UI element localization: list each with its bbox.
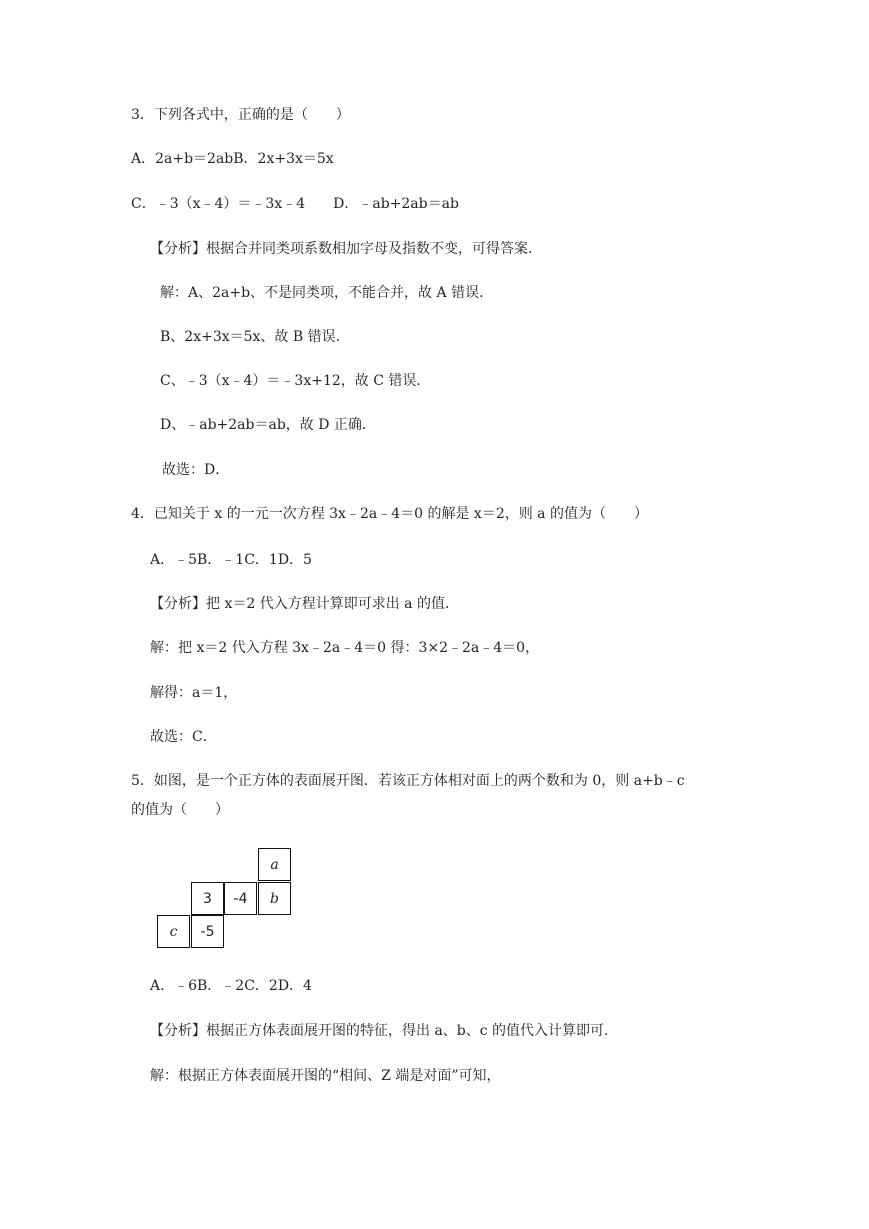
q4-solution-1: 解：把 x＝2 代入方程 3x﹣2a﹣4＝0 得：3×2﹣2a﹣4＝0，: [150, 640, 540, 656]
q3-solution-b: B、2x+3x＝5x、故 B 错误．: [160, 329, 350, 345]
net-cell-c: c: [157, 915, 190, 948]
q3-options-cd: C．﹣3（x﹣4）＝﹣3x﹣4 D．﹣ab+2ab＝ab: [131, 196, 459, 212]
q3-solution-a: 解：A、2a+b、不是同类项，不能合并，故 A 错误．: [160, 285, 494, 301]
q3-options-ab: A．2a+b＝2abB．2x+3x＝5x: [131, 151, 334, 167]
net-cell-a: a: [258, 848, 291, 881]
q5-stem-line-2: 的值为（ ）: [131, 802, 229, 818]
q5-analysis: 【分析】根据正方体表面展开图的特征，得出 a、b、c 的值代入计算即可．: [150, 1023, 619, 1039]
q4-analysis: 【分析】把 x＝2 代入方程计算即可求出 a 的值．: [150, 596, 459, 612]
q5-options: A．﹣6B．﹣2C．2D．4: [150, 978, 312, 994]
net-cell-neg4: -4: [224, 882, 257, 915]
net-cell-b: b: [258, 882, 291, 915]
q4-options: A．﹣5B．﹣1C．1D．5: [150, 552, 312, 568]
q4-stem: 4．已知关于 x 的一元一次方程 3x﹣2a﹣4＝0 的解是 x＝2，则 a 的值为（ ）: [131, 506, 648, 522]
q4-solution-2: 解得：a＝1，: [150, 685, 238, 701]
q3-analysis: 【分析】根据合并同类项系数相加字母及指数不变，可得答案．: [150, 241, 542, 257]
q3-solution-c: C、﹣3（x﹣4）＝﹣3x+12，故 C 错误．: [160, 373, 431, 389]
q3-stem: 3．下列各式中，正确的是（ ）: [131, 107, 350, 123]
q3-solution-d: D、﹣ab+2ab＝ab，故 D 正确．: [160, 417, 376, 433]
q4-choice: 故选：C．: [150, 729, 217, 745]
net-cell-3: 3: [191, 882, 224, 915]
q5-solution-1: 解：根据正方体表面展开图的“相间、Z 端是对面”可知，: [150, 1068, 501, 1084]
net-cell-neg5: -5: [191, 915, 224, 948]
q5-stem-line-1: 5．如图，是一个正方体的表面展开图．若该正方体相对面上的两个数和为 0，则 a+b﹣c: [131, 773, 685, 789]
q3-choice: 故选：D．: [162, 462, 230, 478]
